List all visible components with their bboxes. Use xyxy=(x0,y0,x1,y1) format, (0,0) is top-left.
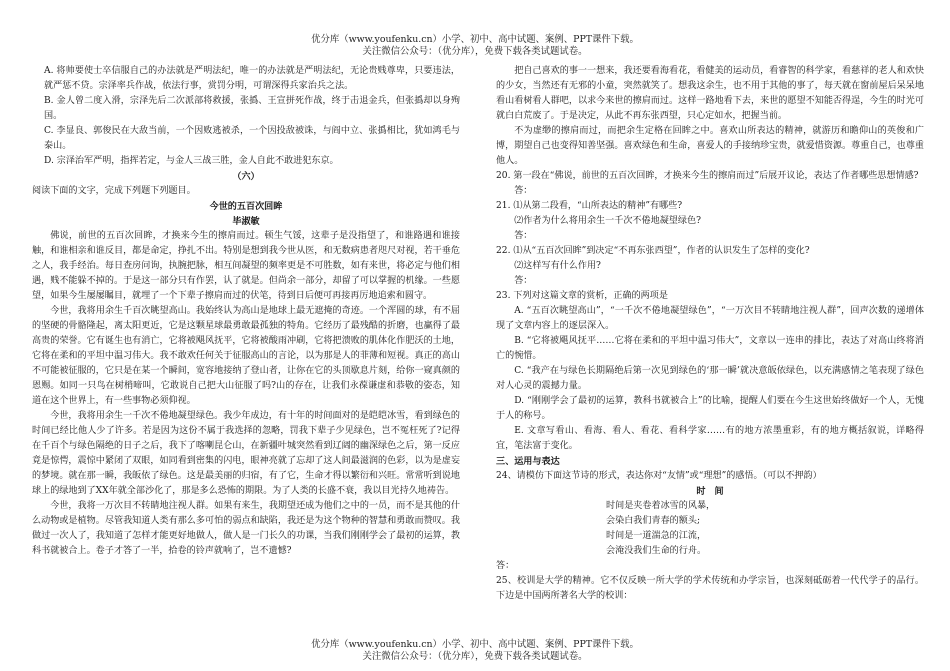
question-21-part-2: ⑵作者为什么将用余生一千次不倦地凝望绿色? xyxy=(514,216,701,226)
essay-author: 毕淑敏 xyxy=(232,216,260,227)
poem-line-1: 时间是夹卷着冰雪的风暴， xyxy=(606,501,716,511)
answer-22: 答： xyxy=(514,276,533,286)
section-three-heading: 三、运用与表达 xyxy=(496,456,560,467)
option-a: A. 将帅要使士卒信服自己的办法就是严明法纪，唯一的办法就是严明法纪，无论贵贱尊卑，只要违法，就严惩不贷。宗泽率兵作战，依法行事，赏罚分明，可谓深得兵家治兵之法。 xyxy=(44,66,460,91)
question-21-part-1: 21. ⑴从第二段看，“山所表达的精神”有哪些? xyxy=(496,201,683,211)
page-header xyxy=(0,34,950,58)
question-25: 25、校训是大学的精神。它不仅反映一所大学的学术传统和办学宗旨，也深刻砥砺着一代代学子的品行。下边是中国两所著名大学的校训： xyxy=(496,576,924,601)
header-line-2: 关注微信公众号：（优分库），免费下载各类试题试卷。 xyxy=(362,46,588,57)
question-23-option-a: A. “五百次眺望高山”，“一千次不倦地凝望绿色”，“一万次目不转睛地注视人群”，回声次数的递增体现了文章内容上的逐层深入。 xyxy=(496,306,924,331)
page-footer xyxy=(0,639,950,663)
reading-instruction: 阅读下面的文字，完成下列题下列题目。 xyxy=(32,186,196,196)
option-c: C. 李显良、郭俊民在大敌当前，一个因败逃被杀，一个因投敌被诛，与阎中立、张撝相比，犹如鸿毛与泰山。 xyxy=(44,126,460,151)
right-column xyxy=(496,64,924,604)
question-23: 23. 下列对这篇文章的赏析，正确的两项是 xyxy=(496,291,668,301)
question-24: 24、请模仿下面这节诗的形式，表达你对“友情”或“理想”的感悟。（可以不押韵） xyxy=(496,471,822,481)
essay-paragraph-6: 不为虚缈的擦肩而过，而把余生定格在回眸之中。喜欢山所表达的精神，就游历和瞻仰山的英俊和广博，期望自己也变得知善坚强。喜欢绿色和生命，喜爱人的手接纳珍宝贵，就爱惜资源。尊重自己，也尊重他人。 xyxy=(496,126,924,166)
essay-paragraph-2: 今世，我将用余生千百次眺望高山。我始终认为高山是地球上最无遮掩的奇迹。一个浑圆的球，有不屈的坚硬的骨骼隆起，离太阳更近，它是这颗星球最勇敢最孤独的特角。它经历了最残酷的折磨，也赢得了最高贵的荣誉。它有诞生也有消亡，它将被飓风抚平，它将被酸雨冲刷，它将把溃败的肌体化作肥沃的土地，它将在柔和的平坦中温习伟大。我不敢欢任何关于征服高山的言论，以为那是人的菲薄和短视。真正的高山不可能被征服的，它只是在某一个瞬间，宽容地接纳了登山者，让你在它的头顶歇息片刻，给你一窥真颜的恩赐。如同一只鸟在树梢啼叫，它敢说自己把大山征服了吗?山的存在，让我们永葆谦虚和恭敬的姿态，知道在这个世界上，有一些事物必须仰视。 xyxy=(32,306,460,406)
question-23-option-b: B. “它将被飓风抚平……它将在柔和的平坦中温习伟大”，文章以一连串的排比，表达了对高山终将消亡的惋惜。 xyxy=(496,336,924,361)
poem-title: 时 间 xyxy=(696,486,724,497)
poem-line-2: 会染白我们青春的额头; xyxy=(606,516,701,526)
essay-paragraph-1: 佛说，前世的五百次回眸，才换来今生的擦肩而过。顿生气馁，这辈子是没指望了，和谁路遇和谁接触，和谁相亲和谁反目，都是命定，挣扎不出。特别是想到我今世从医，和无数病患者咫尺对视，若干垂危之人，我手经治。每日查房问询，执腕把脉，相互间凝望的频率更是不可胜数，如有来世，将必定与他们相遇，贱不能躲不掉的。于是这一部分只有作罢，认了就是。但尚余一部分，却留了可以掌握的机缘。一些愿望，如果今生屡屡瞩目，就埋了一个下辈子擦肩而过的伏笔，待到日后便可再接再厉地追索和圆守。 xyxy=(32,231,460,301)
question-23-option-c: C. “我产在与绿色长期隔绝后第一次见到绿色的‘那一瞬’就决意皈依绿色，以充满感情之笔表现了绿色对人心灵的震撼力量。 xyxy=(496,366,924,391)
poem-line-4: 会淹没我们生命的行舟。 xyxy=(606,546,707,556)
footer-line-2: 关注微信公众号：（优分库），免费下载各类试题试卷。 xyxy=(362,651,588,662)
answer-21: 答： xyxy=(514,231,533,241)
answer-20: 答： xyxy=(514,186,533,196)
question-20: 20. 第一段在“佛说，前世的五百次回眸，才换来今生的擦肩而过”后展开议论，表达了作者哪些思想情感? xyxy=(496,171,919,181)
question-23-option-e: E. 文章写看山、看海、看人、看花、看科学家……有的地方浓墨重彩，有的地方概括叙说，详略得宜，笔法富于变化。 xyxy=(496,426,924,451)
poem-line-3: 时间是一道湍急的江流， xyxy=(606,531,707,541)
essay-title: 今世的五百次回眸 xyxy=(209,201,283,212)
section-six-heading: （六） xyxy=(232,171,260,182)
essay-paragraph-5: 把自己喜欢的事一一想来，我还要看海看花，看健美的运动员，看睿智的科学家，看慈祥的老人和欢快的少女，当然还有无邪的小童，突然就笑了。想我这余生，也不用于其他的事了，每天就在窗前屋后呆呆地看山看树看人群吧，以求今来世的擦肩而过。这样一路地看下去，来世的愿望不知能否得逞，今生的时光可就白白荒废了。于是决定，从此不再东张西望，只心定如水，把握当前。 xyxy=(496,66,924,121)
left-column xyxy=(32,64,460,559)
question-22-part-2: ⑵这样写有什么作用? xyxy=(514,261,601,271)
answer-24: 答： xyxy=(496,561,515,571)
option-d: D. 宗泽治军严明，指挥若定，与金人三战三胜，金人自此不敢进犯东京。 xyxy=(44,156,339,166)
essay-paragraph-4: 今世，我将一万次目不转睛地注视人群。如果有来生，我期望还成为他们之中的一员，而不是其他的什么动物或是植物。尽管我知道人类有那么多可怕的弱点和缺陷，我还是为这个物种的智慧和勇敢而赞叹。我做过一次人了，我知道了怎样才能更好地做人，做人是一门长久的功课，当我们刚刚学会了最初的运算，教科书就被合上。卷子才答了一半，拾卷的铃声就响了，岂不遗憾? xyxy=(32,501,460,556)
question-22-part-1: 22. ⑴从“五百次回眸”到决定“不再东张西望”，作者的认识发生了怎样的变化? xyxy=(496,246,810,256)
option-b: B. 金人曾二度入滑，宗泽先后二次派部将救援，张撝、王宣拼死作战，终于击退金兵，但张撝却以身殉国。 xyxy=(44,96,460,121)
question-23-option-d: D. “刚刚学会了最初的运算，教科书就被合上”的比喻，提醒人们要在今生这世始终做好一个人，无愧于人的称号。 xyxy=(496,396,924,421)
footer-line-1: 优分库（www.youfenku.cn）小学、初中、高中试题、案例、PPT课件下载。 xyxy=(311,639,639,650)
header-line-1: 优分库（www.youfenku.cn）小学、初中、高中试题、案例、PPT课件下载。 xyxy=(311,34,639,45)
essay-paragraph-3: 今世，我将用余生一千次不倦地凝望绿色。我少年成边，有十年的时间面对的是皑皑冰雪，看到绿色的时间已经比他人少了许多。若是因为这份不属于我选择的忽略，罚我下辈子少见绿色，岂不冤枉死了?记得在千百个与绿色隔绝的日子之后，我下了喀喇昆仑山，在新疆叶城突然看到辽阔的幽深绿色之后，第一反应竟是惊愕，震惊中紧闭了双眼，如同看到密集的闪电，眼神亮就了忘却了这人间最滋润的色彩，以为是虚妄的梦境。就在那一瞬，我皈依了绿色。这是最美丽的归宿，有了它，生命才得以繁衍和兴旺。常常听到说地球上的绿地到了XX年就全部沙化了，那是多么恐怖的期限。为了人类的长盛不衰，我以目光持久地祷告。 xyxy=(32,411,460,496)
